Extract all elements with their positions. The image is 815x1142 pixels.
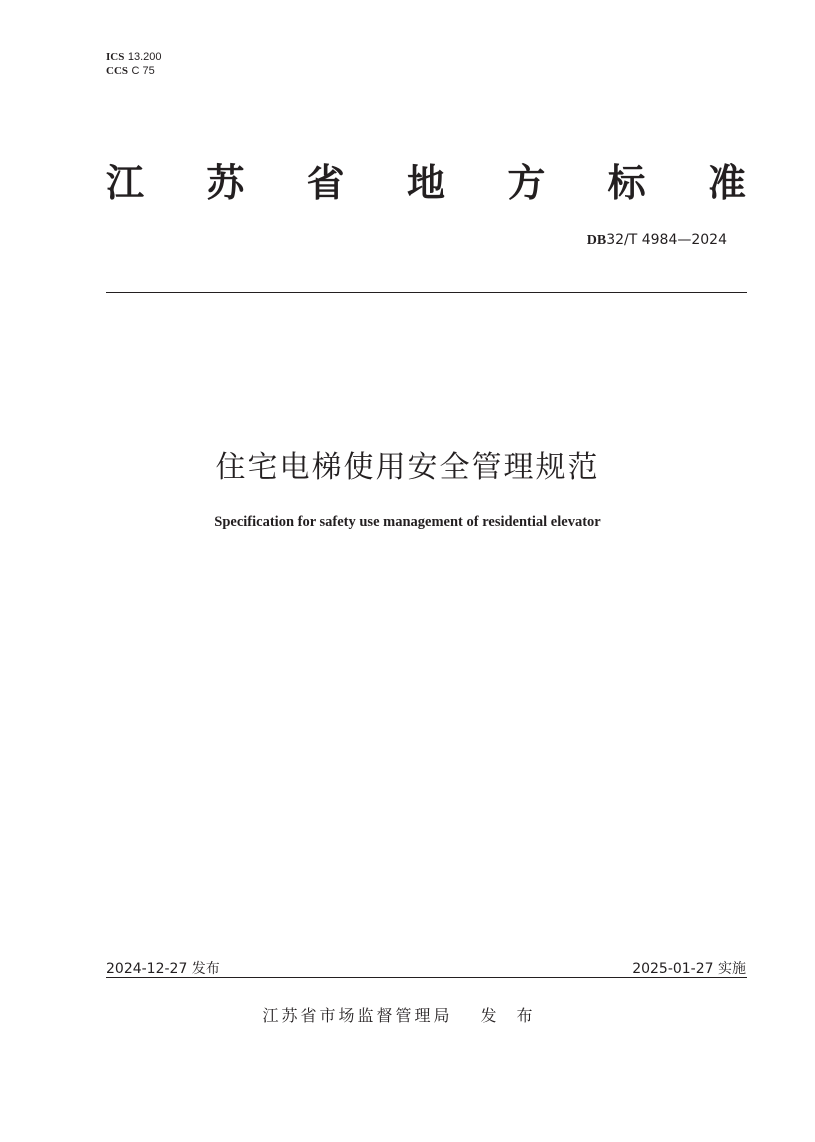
issuer-action: 发布 — [480, 1006, 553, 1025]
issuer-line — [0, 1003, 815, 1026]
top-divider — [106, 292, 747, 293]
standard-type-char: 准 — [707, 161, 746, 205]
ccs-label: CCS — [106, 65, 129, 77]
standard-type-heading — [106, 160, 746, 206]
ics-line — [106, 50, 162, 64]
standard-code-number: 32/T 4984—2024 — [606, 232, 727, 248]
standard-type-char: 标 — [607, 161, 646, 205]
standard-code — [587, 232, 727, 249]
implement-date: 2025-01-27 实施 — [632, 961, 746, 977]
ics-value: 13.200 — [127, 51, 162, 63]
publish-date: 2024-12-27 发布 — [106, 961, 220, 977]
standard-type-char: 苏 — [206, 161, 245, 205]
document-title-en: Specification for safety use management of residential elevator — [214, 514, 601, 530]
classification-block — [106, 50, 162, 78]
standard-type-char: 省 — [306, 161, 345, 205]
standard-type-char: 方 — [507, 161, 546, 205]
bottom-divider — [106, 977, 747, 978]
ics-label: ICS — [106, 51, 125, 63]
document-title-cn: 住宅电梯使用安全管理规范 — [215, 450, 600, 485]
issuer-organization: 江苏省市场监督管理局 — [262, 1006, 453, 1025]
standard-type-char: 地 — [406, 161, 445, 205]
standard-code-prefix: DB — [586, 233, 607, 248]
standard-type-char: 江 — [106, 161, 145, 205]
ccs-value: C 75 — [131, 65, 155, 77]
ccs-line — [106, 64, 162, 78]
